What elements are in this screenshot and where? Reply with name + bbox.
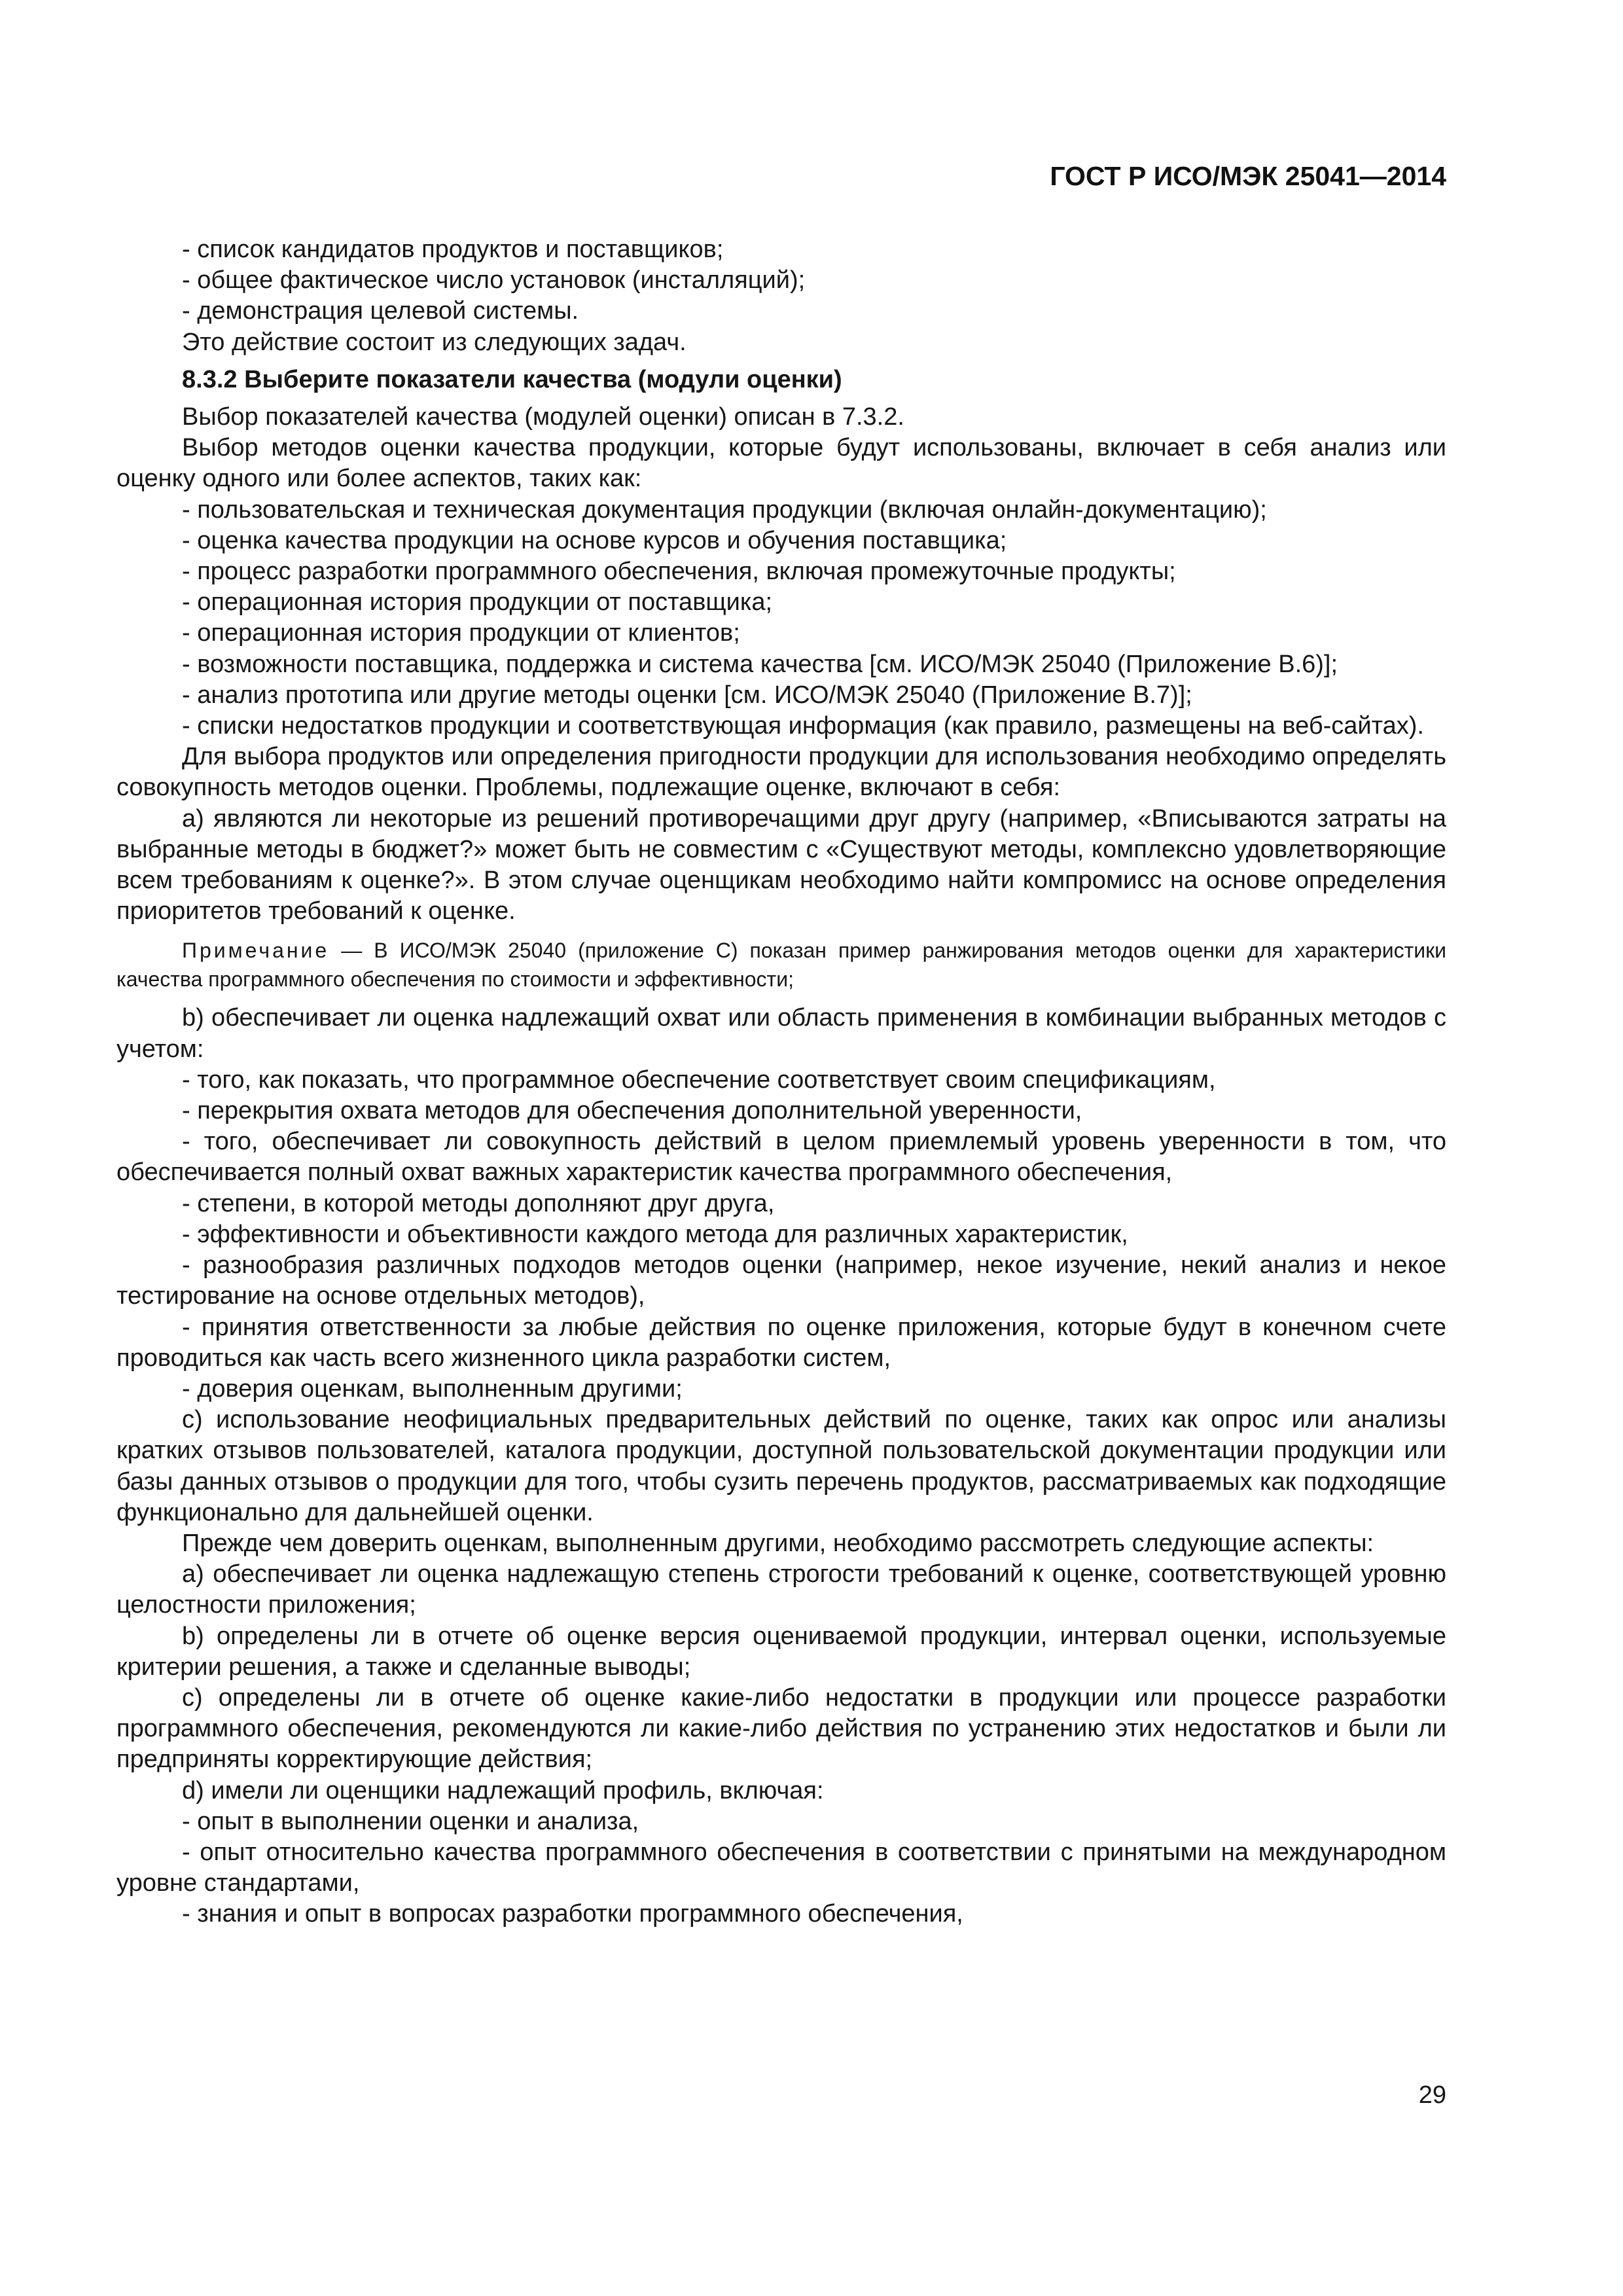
list-item: - список кандидатов продуктов и поставщиков; [182, 236, 724, 263]
list-item-b: b) обеспечивает ли оценка надлежащий охват или область применения в комбинации выбранных методов с учетом: [116, 1004, 1446, 1063]
list-item: - того, как показать, что программное обеспечение соответствует своим спецификациям, [182, 1066, 1216, 1094]
list-item: - знания и опыт в вопросах разработки программного обеспечения, [182, 1900, 963, 1928]
list-item-a: a) являются ли некоторые из решений противоречащими друг другу (например, «Вписываются затраты на выбранные методы в бюджет?» может быть не совместим с «Существуют методы, комплексно удовлетворяющие всем требованиям к оценке?». В этом случае оценщикам необходимо найти компромисс на основе определения приоритетов требований к оценке. [116, 804, 1446, 925]
list-item: c) определены ли в отчете об оценке какие-либо недостатки в продукции или процессе разработки программного обеспечения, рекомендуются ли какие-либо действия по устранению этих недостатков и были ли предприняты корректирующие действия; [116, 1683, 1446, 1774]
list-item: - степени, в которой методы дополняют друг друга, [182, 1189, 775, 1217]
list-item: d) имели ли оценщики надлежащий профиль, включая: [182, 1776, 824, 1804]
paragraph: Это действие состоит из следующих задач. [182, 328, 687, 356]
paragraph: Выбор методов оценки качества продукции, которые будут использованы, включает в себя анализ или оценку одного или более аспектов, таких как: [116, 434, 1446, 493]
list-item: - того, обеспечивает ли совокупность действий в целом приемлемый уровень уверенности в том, что обеспечивается полный охват важных характеристик качества программного обеспечения, [116, 1128, 1446, 1187]
list-item: a) обеспечивает ли оценка надлежащую степень строгости требований к оценке, соответствующей уровню целостности приложения; [116, 1560, 1446, 1619]
paragraph: Для выбора продуктов или определения пригодности продукции для использования необходимо определять совокупность методов оценки. Проблемы, подлежащие оценке, включают в себя: [116, 743, 1446, 802]
list-item: - перекрытия охвата методов для обеспечения дополнительной уверенности, [182, 1097, 1082, 1125]
list-item: - списки недостатков продукции и соответствующая информация (как правило, размещены на веб-сайтах). [182, 712, 1424, 740]
list-item: b) определены ли в отчете об оценке версия оцениваемой продукции, интервал оценки, используемые критерии решения, а также и сделанные выводы; [116, 1622, 1446, 1681]
note [116, 936, 1446, 994]
note-label: Примечание [182, 939, 330, 963]
note-text: — В ИСО/МЭК 25040 (приложение С) показан пример ранжирования методов оценки для характеристики качества программного обеспечения по стоимости и эффективности; [116, 939, 1446, 992]
list-item-c: c) использование неофициальных предварительных действий по оценке, таких как опрос или анализы кратких отзывов пользователей, каталога продукции, доступной пользовательской документации продукции или базы данных отзывов о продукции для того, чтобы сузить перечень продуктов, рассматриваемых как подходящие функционально для дальнейшей оценки. [116, 1406, 1446, 1526]
list-item: - операционная история продукции от клиентов; [182, 619, 740, 647]
page-number: 29 [1418, 2081, 1446, 2109]
list-item: - общее фактическое число установок (инсталляций); [182, 266, 806, 295]
section-heading: 8.3.2 Выберите показатели качества (модули оценки) [182, 365, 842, 393]
list-item: - демонстрация целевой системы. [182, 297, 579, 325]
list-item: - разнообразия различных подходов методов оценки (например, некое изучение, некий анализ и некое тестирование на основе отдельных методов), [116, 1251, 1446, 1310]
list-item: - пользовательская и техническая документация продукции (включая онлайн-документацию); [182, 495, 1267, 524]
list-item: - принятия ответственности за любые действия по оценке приложения, которые будут в конечном счете проводиться как часть всего жизненного цикла разработки систем, [116, 1313, 1446, 1372]
list-item: - процесс разработки программного обеспечения, включая промежуточные продукты; [182, 558, 1176, 586]
page-body [116, 234, 1446, 1930]
list-item: - оценка качества продукции на основе курсов и обучения поставщика; [182, 526, 1007, 554]
list-item: - доверия оценкам, выполненным другими; [182, 1374, 683, 1403]
list-item: - опыт в выполнении оценки и анализа, [182, 1807, 639, 1835]
list-item: - возможности поставщика, поддержка и система качества [см. ИСО/МЭК 25040 (Приложение B.6)]; [182, 650, 1338, 678]
list-item: - эффективности и объективности каждого метода для различных характеристик, [182, 1220, 1128, 1248]
paragraph: Прежде чем доверить оценкам, выполненным другими, необходимо рассмотреть следующие аспекты: [182, 1529, 1374, 1557]
standard-designation: ГОСТ Р ИСО/МЭК 25041—2014 [1050, 161, 1446, 191]
list-item: - операционная история продукции от поставщика; [182, 588, 773, 617]
list-item: - анализ прототипа или другие методы оценки [см. ИСО/МЭК 25040 (Приложение B.7)]; [182, 681, 1192, 709]
list-item: - опыт относительно качества программного обеспечения в соответствии с принятыми на международном уровне стандартами, [116, 1838, 1446, 1897]
paragraph: Выбор показателей качества (модулей оценки) описан в 7.3.2. [182, 403, 904, 431]
